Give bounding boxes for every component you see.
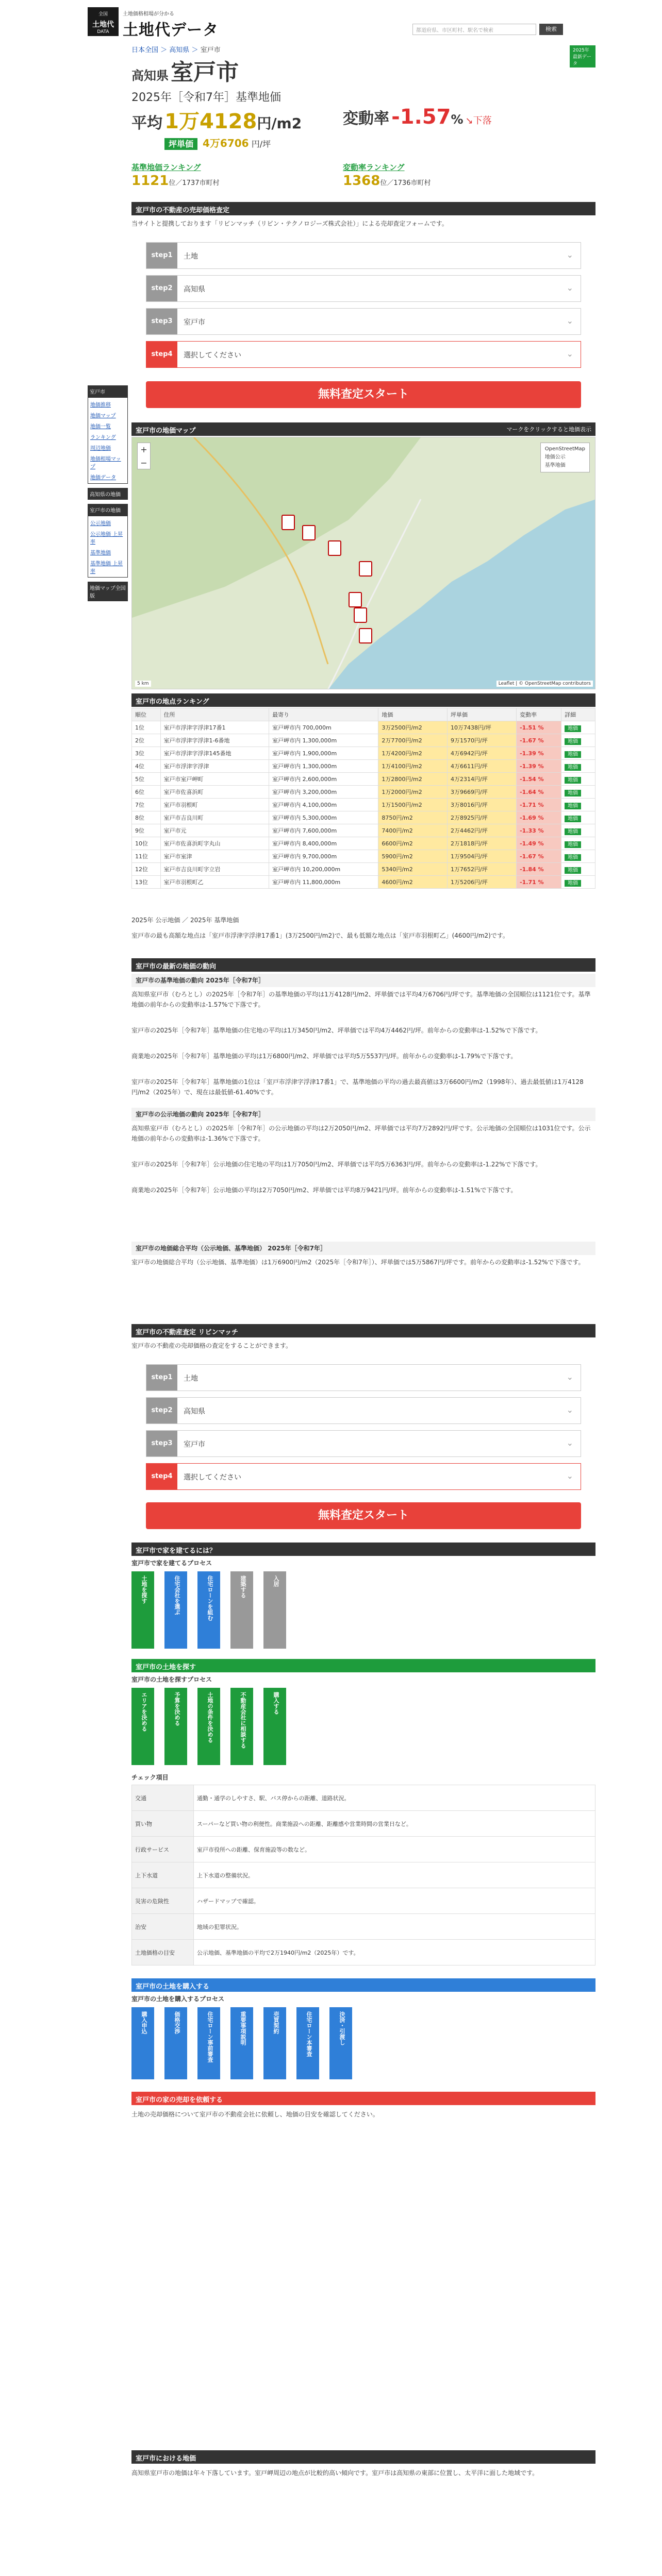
land-step-4: 不動産会社に相談する xyxy=(230,1688,253,1765)
rank-cell: 3位 xyxy=(132,747,161,760)
pref-name: 高知県 xyxy=(131,69,169,83)
price-cell: 8750円/m2 xyxy=(378,811,448,824)
tsubo-cell: 4万2314円/坪 xyxy=(448,773,517,786)
free-assess-button-2[interactable]: 無料査定スタート xyxy=(146,1502,581,1529)
chevron-down-icon: ⌄ xyxy=(566,283,573,293)
step3-select-2[interactable]: step3 室戸市 ⌄ xyxy=(146,1430,581,1457)
latest-badge: 2025年 最新データ xyxy=(570,45,595,67)
check-value: スーパーなど買い物の利便性。商業施設への距離、距離感や営業時間の営業日など。 xyxy=(194,1811,595,1837)
tsubo-cell: 2万1818円/坪 xyxy=(448,837,517,850)
buy-step-4: 重要事項説明 xyxy=(230,2007,253,2079)
city-name: 室戸市 xyxy=(171,59,239,86)
table-row xyxy=(132,850,595,863)
address-link[interactable]: 室戸市浮津字浮津1-6番地 xyxy=(160,734,269,747)
trend-koji-p7: 商業地の2025年［令和7年］公示地価の平均は2万7050円/m2、坪単価では平均8万9421円/坪。前年からの変動率は-1.51%で下落です。 xyxy=(131,1187,517,1194)
map-pin-icon[interactable] xyxy=(302,525,316,540)
map-pin-icon[interactable] xyxy=(282,515,295,530)
detail-button[interactable]: 地価 xyxy=(565,880,581,887)
trend-kijun-p3: 商業地の2025年［令和7年］基準地価の平均は1万6800円/m2、坪単価では平均5万5537円/坪。前年からの変動率は-1.79%で下落です。 xyxy=(131,1053,517,1060)
house-step-3: 住宅ローンを組む xyxy=(197,1571,220,1649)
house-step-5: 入居 xyxy=(263,1571,286,1649)
buy-process-flow xyxy=(131,2007,595,2084)
trend-section-title: 室戸市の最新の地価の動向 xyxy=(131,958,595,972)
table-row xyxy=(132,824,595,837)
buy-step-7: 決済・引渡し xyxy=(329,2007,352,2079)
map-section-title: 室戸市の地価マップ マークをクリックすると地価表示 xyxy=(131,422,595,436)
detail-button[interactable]: 地価 xyxy=(565,764,581,771)
step4-select-2[interactable]: step4 選択してください ⌄ xyxy=(146,1463,581,1490)
tsubo-cell: 2万8925円/坪 xyxy=(448,811,517,824)
sidebar-link[interactable]: 周辺地価 xyxy=(90,446,111,451)
assess-section-title: 室戸市の不動産の売却価格査定 xyxy=(131,202,595,215)
address-link[interactable]: 室戸市浮津字浮津145番地 xyxy=(160,747,269,760)
assess-note: 当サイトと提携しております「リビンマッチ（リビン・テクノロジーズ株式会社）」による売却査定フォームです。 xyxy=(131,220,448,227)
step3-select[interactable]: step3 室戸市 ⌄ xyxy=(146,308,581,335)
house-process-subtitle: 室戸市で家を建てるプロセス xyxy=(131,1560,212,1567)
sale-section-title: 室戸市の家の売却を依頼する xyxy=(131,2092,595,2105)
trend-kijun-p2: 室戸市の2025年［令和7年］基準地価の住宅地の平均は1万3450円/m2、坪単価では平均4万4462円/坪。前年からの変動率は-1.52%で下落です。 xyxy=(131,1027,542,1034)
chevron-down-icon: ⌄ xyxy=(566,250,573,260)
detail-button[interactable]: 地価 xyxy=(565,725,581,732)
tsubo-cell: 4万6611円/坪 xyxy=(448,760,517,773)
search-input[interactable]: 都道府県、市区町村、駅名で検索 xyxy=(412,24,536,35)
tsubo-cell: 4万6942円/坪 xyxy=(448,747,517,760)
nearest-cell: 室戸岬市内 7,600,000m xyxy=(269,824,378,837)
change-cell: -1.71 % xyxy=(517,799,561,811)
change-rate: 変動率 -1.57% ↘下落 xyxy=(343,105,492,129)
check-title: チェック項目 xyxy=(131,1774,169,1781)
change-cell: -1.67 % xyxy=(517,734,561,747)
address-link[interactable]: 室戸市羽根町乙 xyxy=(160,876,269,889)
price-cell: 1万2000円/m2 xyxy=(378,786,448,799)
check-row xyxy=(132,1914,595,1940)
sidebar-price-links xyxy=(88,516,128,578)
top-bar xyxy=(88,0,588,39)
check-value: 室戸市役所への距離、保育施設等の数など。 xyxy=(194,1837,595,1862)
rank-cell: 5位 xyxy=(132,773,161,786)
tsubo-cell: 1万5206円/坪 xyxy=(448,876,517,889)
rank-cell: 11位 xyxy=(132,850,161,863)
chevron-down-icon: ⌄ xyxy=(566,349,573,359)
table-row xyxy=(132,811,595,824)
avg-price: 平均 1万4128円/m2 xyxy=(131,110,302,133)
price-cell: 6600円/m2 xyxy=(378,837,448,850)
sidebar-link[interactable]: 基準地価 上昇率 xyxy=(90,561,123,574)
tsubo-cell: 1万9504円/坪 xyxy=(448,850,517,863)
check-row xyxy=(132,1888,595,1914)
nearest-cell: 室戸岬市内 10,200,000m xyxy=(269,863,378,876)
buy-process-subtitle: 室戸市の土地を購入するプロセス xyxy=(131,1995,225,2003)
trend-kijun-p1: 高知県室戸市（むろとし）の2025年［令和7年］の基準地価の平均は1万4128円/m2、坪単価では平均4万6706円/坪です。基準地価の全国順位は1121位です。基準地価の前年からの変動率は-1.57%で下落です。 xyxy=(131,991,591,1008)
nearest-cell: 室戸岬市内 3,200,000m xyxy=(269,786,378,799)
sidebar-city-links xyxy=(88,397,128,484)
check-key: 交通 xyxy=(132,1785,194,1811)
trend-total-p8: 室戸市の地価総合平均（公示地価、基準地価）は1万6900円/m2（2025年［令和7年］）、坪単価では5万5867円/坪です。前年からの変動率は-1.52%で下落です。 xyxy=(131,1259,585,1266)
price-cell: 1万4200円/m2 xyxy=(378,747,448,760)
change-cell: -1.49 % xyxy=(517,837,561,850)
check-row xyxy=(132,1940,595,1965)
map-pin-icon[interactable] xyxy=(328,540,341,556)
free-assess-button[interactable]: 無料査定スタート xyxy=(146,381,581,408)
check-row xyxy=(132,1862,595,1888)
sidebar-link[interactable]: 地価マップ xyxy=(90,413,116,419)
detail-button[interactable]: 地価 xyxy=(565,803,581,809)
detail-button[interactable]: 地価 xyxy=(565,854,581,861)
step1-select[interactable]: step1 土地 ⌄ xyxy=(146,242,581,269)
sidebar-link[interactable]: 公示地価 上昇率 xyxy=(90,532,123,545)
sidebar-heading-map[interactable]: 地価マップ全国版 xyxy=(88,582,128,601)
about-text: 高知県室戸市の地価は年々下落しています。室戸岬周辺の地点が比較的高い傾向です。室戸市は高知県の東部に位置し、太平洋に面した地域です。 xyxy=(131,2469,539,2477)
trend-kijun-subtitle: 室戸市の基準地価の動向 2025年［令和7年］ xyxy=(131,974,595,987)
address-link[interactable]: 室戸市元 xyxy=(160,824,269,837)
house-step-2: 住宅会社を選ぶ xyxy=(164,1571,187,1649)
price-cell: 4600円/m2 xyxy=(378,876,448,889)
sidebar-link[interactable]: 公示地価 xyxy=(90,521,111,527)
tsubo-cell: 2万4462円/坪 xyxy=(448,824,517,837)
check-row xyxy=(132,1837,595,1862)
site-brand[interactable]: 土地価格相場が分かる 土地代データ xyxy=(123,11,219,39)
land-step-1: エリアを決める xyxy=(131,1688,154,1765)
sidebar-link[interactable]: 地価データ xyxy=(90,475,116,481)
chevron-down-icon: ⌄ xyxy=(566,1471,573,1481)
check-value: 公示地価、基準地価の平均で2万1940円/m2（2025年）です。 xyxy=(194,1940,595,1965)
change-cell: -1.71 % xyxy=(517,876,561,889)
rank-cell: 9位 xyxy=(132,824,161,837)
sidebar-heading-city: 室戸市 xyxy=(88,385,128,397)
check-key: 上下水道 xyxy=(132,1862,194,1888)
tsubo-cell: 3万9669円/坪 xyxy=(448,786,517,799)
land-process-subtitle: 室戸市の土地を探すプロセス xyxy=(131,1676,212,1683)
sidebar-heading-pref[interactable]: 高知県の地価 xyxy=(88,488,128,500)
buy-step-3: 住宅ローン事前審査 xyxy=(197,2007,220,2079)
detail-button[interactable]: 地価 xyxy=(565,738,581,745)
trend-total-subtitle: 室戸市の地価総合平均（公示地価、基準地価） 2025年［令和7年］ xyxy=(131,1242,595,1255)
table-row xyxy=(132,837,595,850)
step2-select[interactable]: step2 高知県 ⌄ xyxy=(146,275,581,302)
address-link[interactable]: 室戸市吉良川町 xyxy=(160,811,269,824)
trend-koji-subtitle: 室戸市の公示地価の動向 2025年［令和7年］ xyxy=(131,1108,595,1121)
check-key: 災害の危険性 xyxy=(132,1888,194,1914)
check-table xyxy=(131,1785,595,1965)
address-link[interactable]: 室戸市室戸岬町 xyxy=(160,773,269,786)
price-cell: 1万1500円/m2 xyxy=(378,799,448,811)
rank-cell: 1位 xyxy=(132,721,161,734)
site-logo[interactable]: 全国 土地代 DATA xyxy=(88,7,119,36)
land-price-map[interactable] xyxy=(131,437,595,689)
search-button[interactable]: 検索 xyxy=(539,24,563,35)
sidebar-link[interactable]: 地価相場マップ xyxy=(90,456,121,470)
address-link[interactable]: 室戸市室津 xyxy=(160,850,269,863)
nearest-cell: 室戸岬市内 9,700,000m xyxy=(269,850,378,863)
check-value: ハザードマップで確認。 xyxy=(194,1888,595,1914)
price-cell: 1万4100円/m2 xyxy=(378,760,448,773)
sidebar-heading-city-price: 室戸市の地価 xyxy=(88,504,128,516)
table-row xyxy=(132,760,595,773)
year-label: 2025年［令和7年］基準地価 xyxy=(131,91,281,104)
assess2-section-title: 室戸市の不動産査定 リビンマッチ xyxy=(131,1324,595,1337)
step4-select[interactable]: step4 選択してください ⌄ xyxy=(146,341,581,368)
check-key: 買い物 xyxy=(132,1811,194,1837)
buy-step-5: 売買契約 xyxy=(263,2007,286,2079)
chevron-down-icon: ⌄ xyxy=(566,1372,573,1382)
rank-link-change[interactable]: 変動率ランキング xyxy=(343,163,405,172)
change-cell: -1.51 % xyxy=(517,721,561,734)
assess2-note: 室戸市の不動産の売却価格の査定をすることができます。 xyxy=(131,1342,292,1349)
detail-button[interactable]: 地価 xyxy=(565,867,581,874)
rank-link-kijun[interactable]: 基準地価ランキング xyxy=(131,163,201,172)
map-pin-icon[interactable] xyxy=(354,607,367,623)
check-key: 行政サービス xyxy=(132,1837,194,1862)
tsubo-cell: 9万1570円/坪 xyxy=(448,734,517,747)
rank-cell: 4位 xyxy=(132,760,161,773)
land-section-title: 室戸市の土地を探す xyxy=(131,1659,595,1672)
ranking-summary: 室戸市の最も高額な地点は「室戸市浮津字浮津17番1」(3万2500円/m2)で、最も低額な地点は「室戸市羽根町乙」(4600円/m2)です。 xyxy=(131,932,509,939)
address-link[interactable]: 室戸市浮津字浮津 xyxy=(160,760,269,773)
nearest-cell: 室戸岬市内 8,400,000m xyxy=(269,837,378,850)
land-step-5: 購入する xyxy=(263,1688,286,1765)
change-cell: -1.67 % xyxy=(517,850,561,863)
sidebar-link[interactable]: 基準地価 xyxy=(90,550,111,556)
buy-step-6: 住宅ローン本審査 xyxy=(296,2007,319,2079)
zoom-control[interactable]: + − xyxy=(137,443,151,469)
step1-select-2[interactable]: step1 土地 ⌄ xyxy=(146,1364,581,1391)
change-cell: -1.39 % xyxy=(517,747,561,760)
check-key: 土地価格の目安 xyxy=(132,1940,194,1965)
sidebar-link[interactable]: ランキング xyxy=(90,435,116,440)
tsubo-cell: 3万8016円/坪 xyxy=(448,799,517,811)
nearest-cell: 室戸岬市内 700,000m xyxy=(269,721,378,734)
change-cell: -1.69 % xyxy=(517,811,561,824)
buy-section-title: 室戸市の土地を購入する xyxy=(131,1978,595,1992)
step2-select-2[interactable]: step2 高知県 ⌄ xyxy=(146,1397,581,1424)
table-row xyxy=(132,721,595,734)
table-row xyxy=(132,863,595,876)
table-row xyxy=(132,734,595,747)
house-section-title: 室戸市で家を建てるには？ xyxy=(131,1543,595,1556)
check-key: 治安 xyxy=(132,1914,194,1940)
house-step-4: 建築する xyxy=(230,1571,253,1649)
price-cell: 2万7700円/m2 xyxy=(378,734,448,747)
map-scale: 5 km xyxy=(135,681,151,687)
ranking-legend: 2025年 公示地価 ／ 2025年 基準地価 xyxy=(131,917,239,924)
price-cell: 1万2800円/m2 xyxy=(378,773,448,786)
address-link[interactable]: 室戸市浮津字浮津17番1 xyxy=(160,721,269,734)
land-step-3: 土地の条件を決める xyxy=(197,1688,220,1765)
table-row xyxy=(132,747,595,760)
house-process-flow xyxy=(131,1571,595,1654)
table-row xyxy=(132,876,595,889)
sidebar-link[interactable]: 地価一覧 xyxy=(90,424,111,430)
check-value: 上下水道の整備状況。 xyxy=(194,1862,595,1888)
detail-button[interactable]: 地価 xyxy=(565,816,581,822)
nearest-cell: 室戸岬市内 1,300,000m xyxy=(269,760,378,773)
detail-button[interactable]: 地価 xyxy=(565,841,581,848)
check-value: 地域の犯罪状況。 xyxy=(194,1914,595,1940)
table-row xyxy=(132,773,595,786)
address-link[interactable]: 室戸市吉良川町字立岩 xyxy=(160,863,269,876)
down-arrow-icon: ↘ xyxy=(465,115,473,126)
page-header xyxy=(131,54,595,198)
nearest-cell: 室戸岬市内 4,100,000m xyxy=(269,799,378,811)
address-link[interactable]: 室戸市佐喜浜町 xyxy=(160,786,269,799)
rank-cell: 10位 xyxy=(132,837,161,850)
nearest-cell: 室戸岬市内 5,300,000m xyxy=(269,811,378,824)
buy-step-2: 価格交渉 xyxy=(164,2007,187,2079)
sidebar-link[interactable]: 地価推移 xyxy=(90,402,111,408)
buy-step-1: 購入申込 xyxy=(131,2007,154,2079)
detail-button[interactable]: 地価 xyxy=(565,828,581,835)
rank-cell: 8位 xyxy=(132,811,161,824)
table-row xyxy=(132,786,595,799)
ranking-section-title: 室戸市の地点ランキング xyxy=(131,693,595,707)
trend-koji-p5: 高知県室戸市（むろとし）の2025年［令和7年］の公示地価の平均は2万2050円/m2、坪単価では平均7万2892円/坪です。公示地価の全国順位は1031位です。公示地価の前年からの変動率は-1.36%で下落です。 xyxy=(131,1125,591,1142)
house-step-1: 土地を探す xyxy=(131,1571,154,1649)
breadcrumb-pref[interactable]: 高知県 xyxy=(169,46,190,54)
land-process-flow xyxy=(131,1688,595,1770)
ranking-table: 順位 住所 最寄り 地価 坪単価 変動率 詳細 1位 室戸市浮津字浮津17番1 室戸岬市内 700,000m 3万2500円/m2 10万7438円/坪 -1.51 % 地価 2位 室戸市浮津字浮津1-6番地 室戸岬市内 1,300,000m 2万7700円/m2 9万1570円/坪 -1.67 % 地価 3位 室戸市浮津字浮津145番地 室戸岬市内 1,900,000m 1万4200円/m2 4万6942円/坪 -1.39 % 地価 4位 室戸市浮津字浮津 室戸岬市内 1,300,000m 1万4100円/m2 4万6611円/坪 -1.39 % 地価 5位 室戸市室戸岬町 室戸岬市内 2,600,000m 1万2800円/m2 4万2314円/坪 -1.54 % 地価 6位 室戸市佐喜浜町 室戸岬市内 3,200,000m 1万2000円/m2 3万9669円/坪 -1.64 % 地価 7位 室戸市羽根町 室戸岬市内 4,100,000m 1万1500円/m2 3万8016円/坪 -1.71 % 地価 8位 室戸市吉良川町 室戸岬市内 5,300,000m 8750円/m2 2万8925円/坪 -1.69 % 地価 9位 室戸市元 室戸岬市内 7,600,000m 7400円/m2 2万4462円/坪 -1.33 % 地価 10位 室戸市佐喜浜町字丸山 室戸岬市内 8,400,000m 6600円/m2 2万1818円/坪 -1.49 % 地価 11位 室戸市室津 室戸岬市内 9,700,000m 5900円/m2 1万9504円/坪 -1.67 % 地価 12位 室戸市吉良川町字立岩 室戸岬市内 10,200,000m 5340円/m2 1万7652円/坪 -1.84 % 地価 13位 室戸市羽根町乙 室戸岬市内 11,800,000m 4600円/m2 1万5206円/坪 -1.71 % 地価 xyxy=(131,708,595,889)
check-row xyxy=(132,1811,595,1837)
change-cell: -1.39 % xyxy=(517,760,561,773)
price-cell: 5340円/m2 xyxy=(378,863,448,876)
address-link[interactable]: 室戸市羽根町 xyxy=(160,799,269,811)
rank-cell: 6位 xyxy=(132,786,161,799)
nearest-cell: 室戸岬市内 1,300,000m xyxy=(269,734,378,747)
map-layer-control[interactable]: OpenStreetMap 地価公示 基準地価 xyxy=(540,443,590,472)
tsubo-cell: 10万7438円/坪 xyxy=(448,721,517,734)
change-cell: -1.84 % xyxy=(517,863,561,876)
detail-button[interactable]: 地価 xyxy=(565,790,581,796)
price-cell: 3万2500円/m2 xyxy=(378,721,448,734)
rank-value-kijun: 1121位／1737市町村 xyxy=(131,173,220,189)
chevron-down-icon: ⌄ xyxy=(566,1405,573,1415)
map-pin-icon[interactable] xyxy=(349,592,362,607)
detail-button[interactable]: 地価 xyxy=(565,751,581,758)
price-cell: 5900円/m2 xyxy=(378,850,448,863)
table-row xyxy=(132,799,595,811)
chevron-down-icon: ⌄ xyxy=(566,316,573,326)
address-link[interactable]: 室戸市佐喜浜町字丸山 xyxy=(160,837,269,850)
land-step-2: 予算を決める xyxy=(164,1688,187,1765)
detail-button[interactable]: 地価 xyxy=(565,777,581,784)
breadcrumb-home[interactable]: 日本全国 xyxy=(131,46,159,54)
rank-value-change: 1368位／1736市町村 xyxy=(343,173,431,189)
rank-cell: 12位 xyxy=(132,863,161,876)
about-section-title: 室戸市における地価 xyxy=(131,2450,595,2464)
nearest-cell: 室戸岬市内 1,900,000m xyxy=(269,747,378,760)
check-value: 通勤・通学のしやすさ、駅、バス停からの距離、道路状況。 xyxy=(194,1785,595,1811)
map-pin-icon[interactable] xyxy=(359,561,372,577)
tsubo-cell: 1万7652円/坪 xyxy=(448,863,517,876)
nearest-cell: 室戸岬市内 11,800,000m xyxy=(269,876,378,889)
sidebar xyxy=(88,381,128,601)
nearest-cell: 室戸岬市内 2,600,000m xyxy=(269,773,378,786)
breadcrumb: 日本全国 ＞ 高知県 ＞ 室戸市 xyxy=(131,46,221,54)
trend-koji-p6: 室戸市の2025年［令和7年］公示地価の住宅地の平均は1万7050円/m2、坪単価では平均5万6363円/坪。前年からの変動率は-1.22%で下落です。 xyxy=(131,1161,542,1168)
trend-kijun-p4: 室戸市の2025年［令和7年］基準地価の1位は「室戸市浮津字浮津17番1」で、基準地価の平均の過去最高値は3万6600円/m2（1998年）、過去最低値は1万4128円/m2（2025年）で、現在は最低値-61.40%です。 xyxy=(131,1078,584,1096)
rank-cell: 2位 xyxy=(132,734,161,747)
rank-cell: 13位 xyxy=(132,876,161,889)
sale-note: 土地の売却価格について室戸市の不動産会社に依頼し、地価の目安を確認してください。 xyxy=(131,2111,379,2118)
map-pin-icon[interactable] xyxy=(359,628,372,643)
rank-cell: 7位 xyxy=(132,799,161,811)
change-cell: -1.64 % xyxy=(517,786,561,799)
change-cell: -1.54 % xyxy=(517,773,561,786)
chevron-down-icon: ⌄ xyxy=(566,1438,573,1448)
tsubo-price: 坪単価 4万6706 円/坪 xyxy=(164,135,271,150)
price-cell: 7400円/m2 xyxy=(378,824,448,837)
check-row xyxy=(132,1785,595,1811)
change-cell: -1.33 % xyxy=(517,824,561,837)
map-attribution: Leaflet | © OpenStreetMap contributors xyxy=(496,681,593,687)
